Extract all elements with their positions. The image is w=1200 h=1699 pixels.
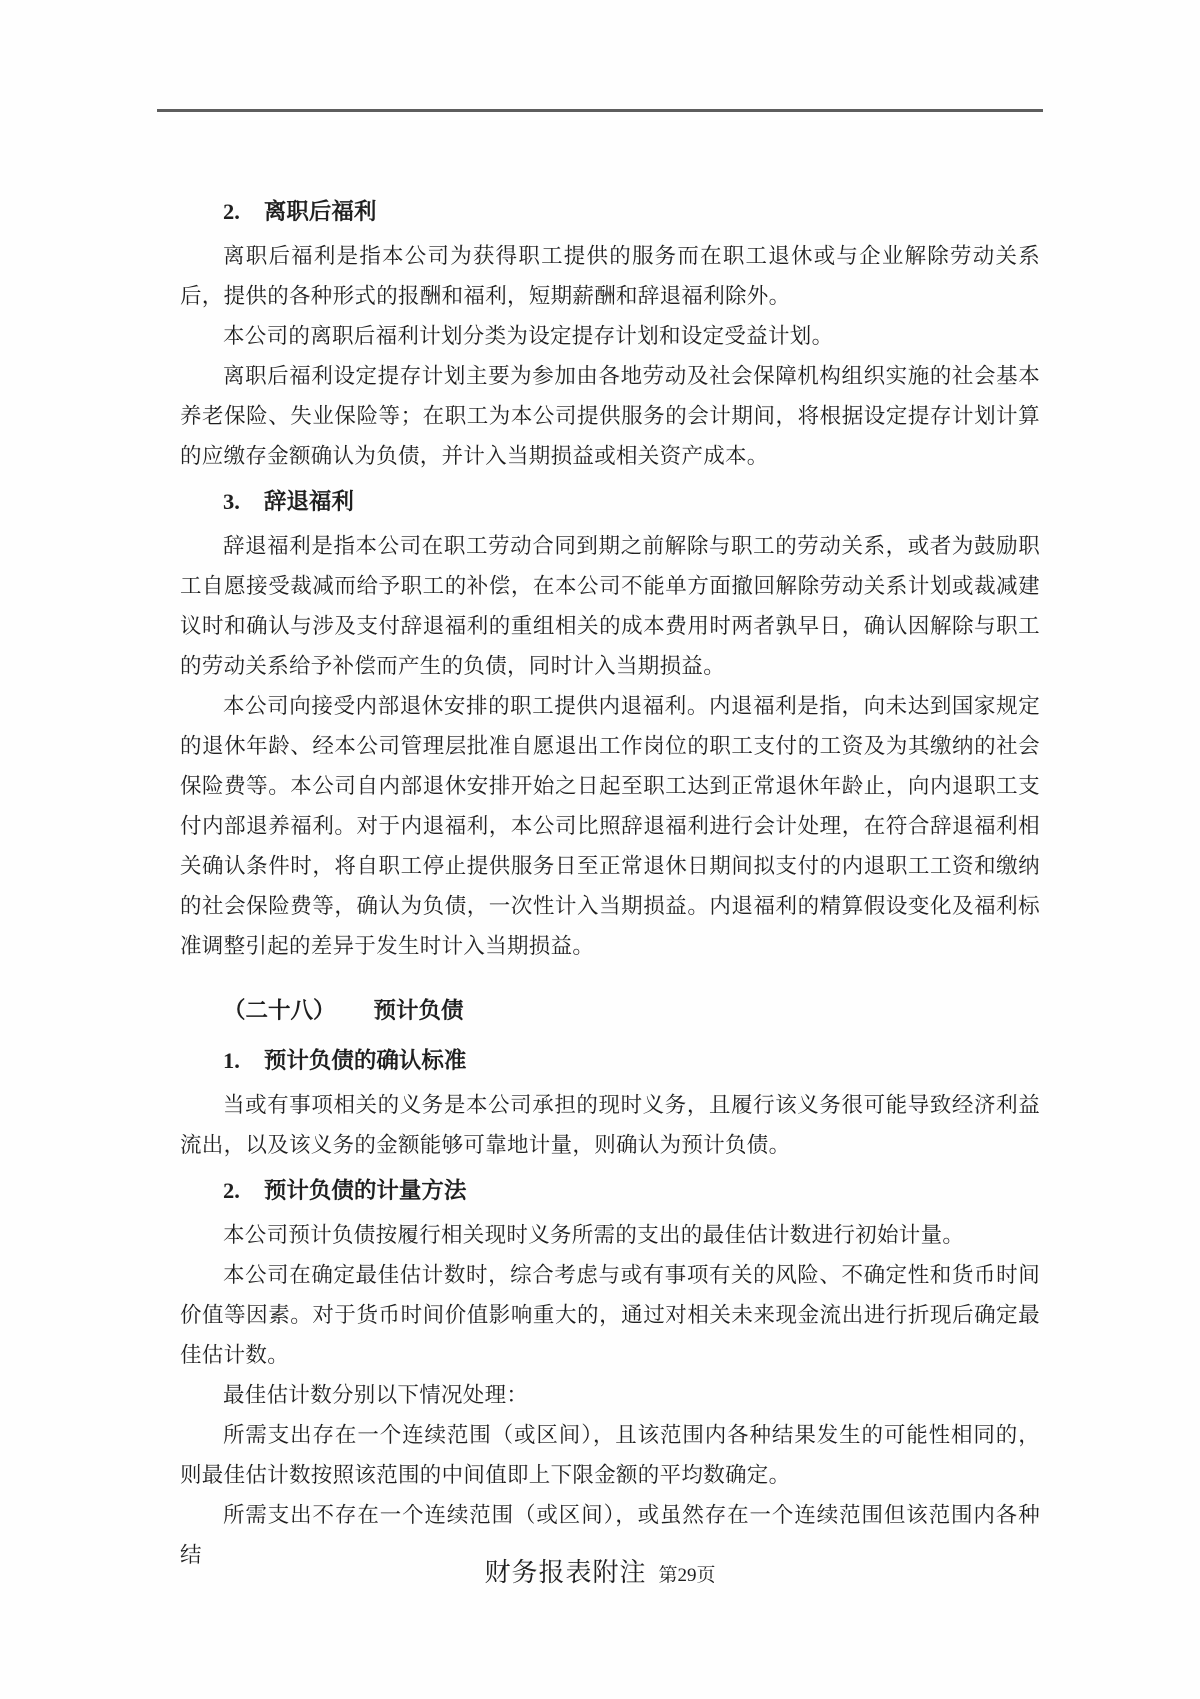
document-content — [180, 186, 1040, 1575]
heading-number: 2. — [223, 199, 240, 224]
heading-title: 辞退福利 — [263, 489, 354, 514]
paragraph-continuous-range-case: 所需支出存在一个连续范围（或区间），且该范围内各种结果发生的可能性相同的，则最佳估计数按照该范围的中间值即上下限金额的平均数确定。 — [180, 1423, 1040, 1487]
section-title: 预计负债 — [373, 998, 464, 1023]
heading-title: 预计负债的计量方法 — [263, 1178, 467, 1203]
paragraph-best-estimate-factors: 本公司在确定最佳估计数时，综合考虑与或有事项有关的风险、不确定性和货币时间价值等因素。对于货币时间价值影响重大的，通过对相关未来现金流出进行折现后确定最佳估计数。 — [180, 1263, 1040, 1367]
heading-number: 1. — [223, 1048, 240, 1073]
heading-provision-measurement — [180, 1169, 1040, 1213]
section-number: （二十八） — [223, 998, 336, 1023]
paragraph-post-employment-definition: 离职后福利是指本公司为获得职工提供的服务而在职工退休或与企业解除劳动关系后，提供的各种形式的报酬和福利，短期薪酬和辞退福利除外。 — [180, 244, 1040, 308]
heading-title: 离职后福利 — [263, 199, 377, 224]
paragraph-early-retirement-benefits: 本公司向接受内部退休安排的职工提供内退福利。内退福利是指，向未达到国家规定的退休年龄、经本公司管理层批准自愿退出工作岗位的职工支付的工资及为其缴纳的社会保险费等。本公司自内部退休安排开始之日起至职工达到正常退休年龄止，向内退职工支付内部退养福利。对于内退福利，本公司比照辞退福利进行会计处理，在符合辞退福利相关确认条件时，将自职工停止提供服务日至正常退休日期间拟支付的内退职工工资和缴纳的社会保险费等，确认为负债，一次性计入当期损益。内退福利的精算假设变化及福利标准调整引起的差异于发生时计入当期损益。 — [180, 694, 1040, 958]
page-footer — [0, 1552, 1200, 1589]
paragraph-provision-recognition-criteria: 当或有事项相关的义务是本公司承担的现时义务，且履行该义务很可能导致经济利益流出，以及该义务的金额能够可靠地计量，则确认为预计负债。 — [180, 1093, 1040, 1157]
paragraph-best-estimate-cases-intro: 最佳估计数分别以下情况处理： — [223, 1383, 529, 1407]
paragraph-initial-measurement: 本公司预计负债按履行相关现时义务所需的支出的最佳估计数进行初始计量。 — [223, 1223, 965, 1247]
paragraph-termination-definition: 辞退福利是指本公司在职工劳动合同到期之前解除与职工的劳动关系，或者为鼓励职工自愿接受裁减而给予职工的补偿，在本公司不能单方面撤回解除劳动关系计划或裁减建议时和确认与涉及支付辞退福利的重组相关的成本费用时两者孰早日，确认因解除与职工的劳动关系给予补偿而产生的负债，同时计入当期损益。 — [180, 534, 1040, 678]
paragraph-post-employment-classification: 本公司的离职后福利计划分类为设定提存计划和设定受益计划。 — [223, 324, 834, 348]
heading-post-employment-benefits — [180, 190, 1040, 234]
header-rule — [157, 109, 1043, 112]
footer-title: 财务报表附注 — [484, 1558, 647, 1587]
heading-title: 预计负债的确认标准 — [263, 1048, 467, 1073]
heading-number: 2. — [223, 1178, 240, 1203]
heading-termination-benefits — [180, 480, 1040, 524]
heading-provision-recognition — [180, 1039, 1040, 1083]
paragraph-non-continuous-range-case: 所需支出不存在一个连续范围（或区间），或虽然存在一个连续范围但该范围内各种结 — [180, 1503, 1040, 1567]
heading-number: 3. — [223, 489, 240, 514]
paragraph-defined-contribution-plan: 离职后福利设定提存计划主要为参加由各地劳动及社会保障机构组织实施的社会基本养老保险、失业保险等；在职工为本公司提供服务的会计期间，将根据设定提存计划计算的应缴存金额确认为负债，并计入当期损益或相关资产成本。 — [180, 364, 1040, 468]
section-heading-provisions — [180, 988, 1040, 1034]
footer-page-number: 第29页 — [658, 1565, 716, 1586]
